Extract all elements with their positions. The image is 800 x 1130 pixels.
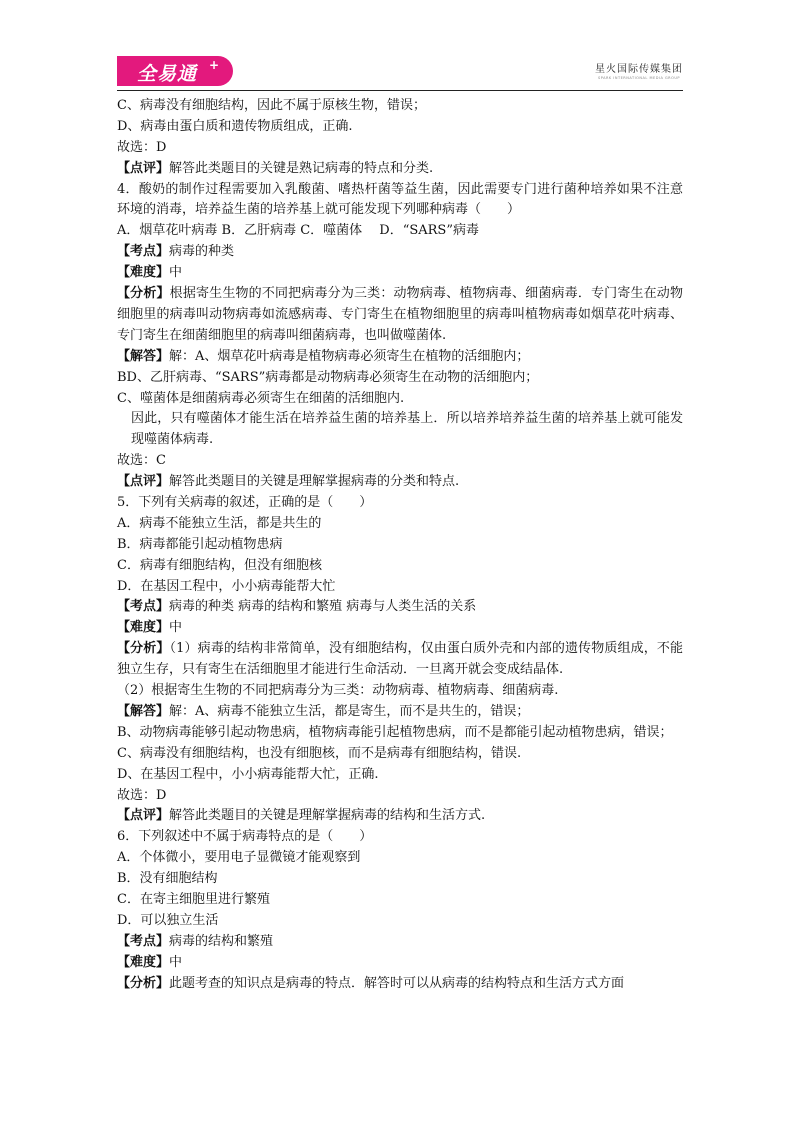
line-text: C、病毒没有细胞结构，因此不属于原核生物，错误； <box>117 98 426 113</box>
text-line <box>117 159 683 180</box>
line-text: C、病毒没有细胞结构，也没有细胞核，而不是病毒有细胞结构，错误. <box>117 745 522 761</box>
text-line <box>117 117 683 138</box>
text-line <box>117 618 683 639</box>
text-line <box>117 493 683 514</box>
text-line <box>117 577 683 598</box>
line-text: D．在基因工程中，小小病毒能帮大忙 <box>117 578 336 594</box>
publisher-name-en: SPARK INTERNATIONAL MEDIA GROUP <box>597 76 681 80</box>
text-line <box>117 932 683 953</box>
text-line <box>117 472 683 493</box>
text-line <box>117 827 683 848</box>
line-text: 解答此类题目的关键是理解掌握病毒的分类和特点. <box>169 474 460 490</box>
section-tag: 【分析】 <box>117 641 170 657</box>
text-line <box>117 180 683 222</box>
text-line <box>117 786 683 807</box>
line-text: 解：A、烟草花叶病毒是植物病毒必须寄生在植物的活细胞内； <box>169 348 530 364</box>
line-text: B、动物病毒能够引起动物患病，植物病毒能引起植物患病，而不是都能引起动植物患病，错误； <box>117 724 673 740</box>
text-line <box>117 263 683 284</box>
text-line <box>117 514 683 535</box>
section-tag: 【考点】 <box>117 933 170 949</box>
text-line <box>117 744 683 765</box>
text-line <box>117 368 683 389</box>
line-text: D、在基因工程中，小小病毒能帮大忙，正确. <box>117 766 379 782</box>
text-line <box>117 681 683 702</box>
line-text: 故选：C <box>117 453 166 469</box>
text-line <box>117 451 683 472</box>
text-line <box>117 284 683 347</box>
text-line <box>117 221 683 242</box>
line-text: C．病毒有细胞结构，但没有细胞核 <box>117 557 322 573</box>
text-line <box>117 535 683 556</box>
brand-logo <box>117 56 233 86</box>
line-text: D．可以独立生活 <box>117 912 219 928</box>
text-line <box>117 639 683 681</box>
text-line <box>117 242 683 263</box>
text-line <box>117 96 683 117</box>
line-text: （2）根据寄生生物的不同把病毒分为三类：动物病毒、植物病毒、细菌病毒. <box>117 683 559 699</box>
line-text: B．病毒都能引起动植物患病 <box>117 536 283 552</box>
line-text: 解答此类题目的关键是熟记病毒的特点和分类. <box>169 160 434 176</box>
section-tag: 【点评】 <box>117 808 170 824</box>
document-body <box>117 96 683 994</box>
line-text: A．病毒不能独立生活，都是共生的 <box>117 515 322 531</box>
line-text: 病毒的结构和繁殖 <box>169 933 274 949</box>
text-line <box>117 765 683 786</box>
section-tag: 【考点】 <box>117 244 170 260</box>
text-line <box>117 953 683 974</box>
line-text: 解：A、病毒不能独立生活，都是寄生，而不是共生的，错误； <box>169 703 530 719</box>
line-text: 此题考查的知识点是病毒的特点．解答时可以从病毒的结构特点和生活方式方面 <box>169 975 625 991</box>
line-text: A．个体微小，要用电子显微镜才能观察到 <box>117 850 361 866</box>
logo-plus: + <box>209 58 220 72</box>
text-line <box>117 347 683 368</box>
line-text: 5．下列有关病毒的叙述，正确的是（ ） <box>117 495 373 511</box>
text-line <box>117 597 683 618</box>
text-line <box>117 389 683 410</box>
line-text: 解答此类题目的关键是理解掌握病毒的结构和生活方式. <box>169 808 486 824</box>
section-tag: 【考点】 <box>117 599 170 615</box>
line-text: 因此，只有噬菌体才能生活在培养益生菌的培养基上．所以培养培养益生菌的培养基上就可能发现噬菌体病毒. <box>131 411 683 448</box>
publisher-brand <box>595 60 683 80</box>
line-text: 故选：D <box>117 139 167 155</box>
line-text: D、病毒由蛋白质和遗传物质组成，正确. <box>117 118 353 134</box>
section-tag: 【分析】 <box>117 286 170 302</box>
text-line <box>117 911 683 932</box>
text-line <box>117 138 683 159</box>
line-text: 故选：D <box>117 787 167 803</box>
header-divider <box>117 90 683 91</box>
line-text: 中 <box>169 954 183 970</box>
text-line <box>117 556 683 577</box>
line-text: 病毒的种类 <box>169 244 235 260</box>
line-text: C、噬菌体是细菌病毒必须寄生在细菌的活细胞内. <box>117 390 405 406</box>
logo-text: 全易通 <box>137 63 198 85</box>
text-line <box>117 848 683 869</box>
section-tag: 【难度】 <box>117 954 170 970</box>
text-line <box>117 723 683 744</box>
section-tag: 【点评】 <box>117 474 170 490</box>
line-text: A．烟草花叶病毒 B．乙肝病毒 C．噬菌体 D．“SARS”病毒 <box>117 223 479 239</box>
text-line <box>117 409 683 451</box>
line-text: 病毒的种类 病毒的结构和繁殖 病毒与人类生活的关系 <box>169 599 477 615</box>
line-text: 中 <box>169 620 183 636</box>
text-line <box>117 890 683 911</box>
text-line <box>117 974 683 995</box>
line-text: C．在寄主细胞里进行繁殖 <box>117 892 270 907</box>
line-text: BD、乙肝病毒、“SARS”病毒都是动物病毒必须寄生在动物的活细胞内； <box>117 369 539 385</box>
text-line <box>117 702 683 723</box>
section-tag: 【分析】 <box>117 975 170 991</box>
section-tag: 【难度】 <box>117 620 170 636</box>
line-text: 根据寄生生物的不同把病毒分为三类：动物病毒、植物病毒、细菌病毒．专门寄生在动物细胞里的病毒叫动物病毒如流感病毒、专门寄生在植物细胞里的病毒叫植物病毒如烟草花叶病毒、专门寄生在细菌细胞里的病毒叫细菌病毒，也叫做噬菌体. <box>117 286 683 343</box>
text-line <box>117 869 683 890</box>
text-line <box>117 806 683 827</box>
section-tag: 【点评】 <box>117 160 170 176</box>
line-text: B．没有细胞结构 <box>117 871 218 887</box>
line-text: （1）病毒的结构非常简单，没有细胞结构，仅由蛋白质外壳和内部的遗传物质组成，不能独立生存，只有寄生在活细胞里才能进行生命活动．一旦离开就会变成结晶体. <box>117 641 683 678</box>
section-tag: 【解答】 <box>117 348 170 364</box>
line-text: 4．酸奶的制作过程需要加入乳酸菌、嗜热杆菌等益生菌，因此需要专门进行菌种培养如果不注意环境的消毒，培养益生菌的培养基上就可能发现下列哪种病毒（ ） <box>117 181 683 218</box>
section-tag: 【解答】 <box>117 703 170 719</box>
line-text: 中 <box>169 265 183 281</box>
publisher-name: 星火国际传媒集团 <box>595 64 683 75</box>
section-tag: 【难度】 <box>117 265 170 281</box>
page-header <box>117 56 683 90</box>
line-text: 6．下列叙述中不属于病毒特点的是（ ） <box>117 829 373 845</box>
